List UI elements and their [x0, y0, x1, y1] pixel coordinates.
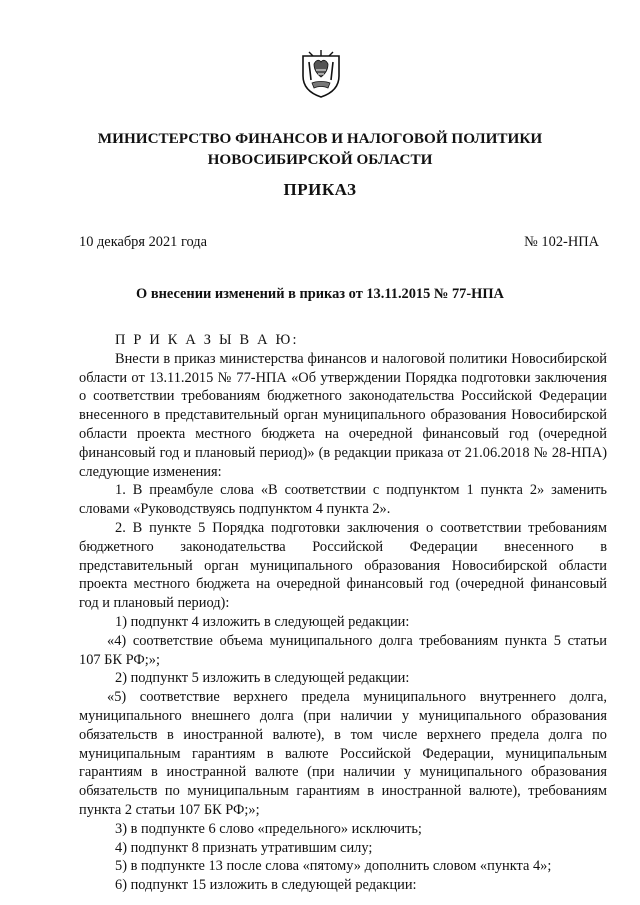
order-body: [79, 331, 607, 895]
ministry-name: [60, 128, 580, 170]
ministry-name-line1: МИНИСТЕРСТВО ФИНАНСОВ И НАЛОГОВОЙ ПОЛИТИКИ: [97, 130, 543, 147]
subitem-4: 4) подпункт 8 признать утратившим силу;: [115, 839, 373, 856]
subitem-2: 2) подпункт 5 изложить в следующей редакции:: [115, 670, 410, 687]
subitem-5: 5) в подпункте 13 после слова «пятому» дополнить словом «пункта 4»;: [115, 858, 552, 875]
subitem-1: 1) подпункт 4 изложить в следующей редакции:: [115, 613, 410, 630]
decree-word: П Р И К А З Ы В А Ю:: [115, 332, 299, 348]
order-date: 10 декабря 2021 года: [79, 234, 208, 250]
subitem-3: 3) в подпункте 6 слово «предельного» исключить;: [115, 820, 422, 837]
paragraph-item-2: 2. В пункте 5 Порядка подготовки заключения о соответствии требованиям бюджетного законодательства Российской Федерации внесенного в представительный орган муниципального образования Новосибирской области проекта местного бюджета на очередной финансовый год (очередной финансовый год и плановый период):: [79, 519, 607, 612]
order-subject: О внесении изменений в приказ от 13.11.2015 № 77-НПА: [136, 286, 504, 302]
ministry-name-line2: НОВОСИБИРСКОЙ ОБЛАСТИ: [207, 151, 433, 168]
quoted-subitem-5: «5) соответствие верхнего предела муниципального внутреннего долга, муниципального внешнего долга (при наличии у муниципального образования обязательств в иностранной валюте), в том числе верхнего предела долга по муниципальным гарантиям в валюте Российской Федерации, муниципальным гарантиям в иностранной валюте (при наличии у муниципального образования обязательств по муниципальным гарантиям в иностранной валюте), требованиям пункта 2 статьи 107 БК РФ;»;: [79, 689, 607, 818]
paragraph-item-1: 1. В преамбуле слова «В соответствии с подпунктом 1 пункта 2» заменить словами «Руководствуясь подпунктом 4 пункта 2».: [79, 482, 607, 518]
order-number: № 102-НПА: [524, 234, 599, 250]
subitem-6: 6) подпункт 15 изложить в следующей редакции:: [115, 877, 417, 894]
coat-of-arms-icon: [300, 50, 342, 98]
quoted-subitem-4: «4) соответствие объема муниципального долга требованиям пункта 5 статьи 107 БК РФ;»;: [79, 632, 607, 668]
paragraph-intro: Внести в приказ министерства финансов и налоговой политики Новосибирской области от 13.11.2015 № 77-НПА «Об утверждении Порядка подготовки заключения о соответствии требованиям бюджетного законодательства Российской Федерации внесенного в представительный орган муниципального образования Новосибирской области проекта местного бюджета на очередной финансовый год (очередной финансовый год и плановый период)» (в редакции приказа от 21.06.2018 № 28-НПА) следующие изменения:: [79, 350, 607, 480]
order-title: ПРИКАЗ: [283, 180, 357, 199]
